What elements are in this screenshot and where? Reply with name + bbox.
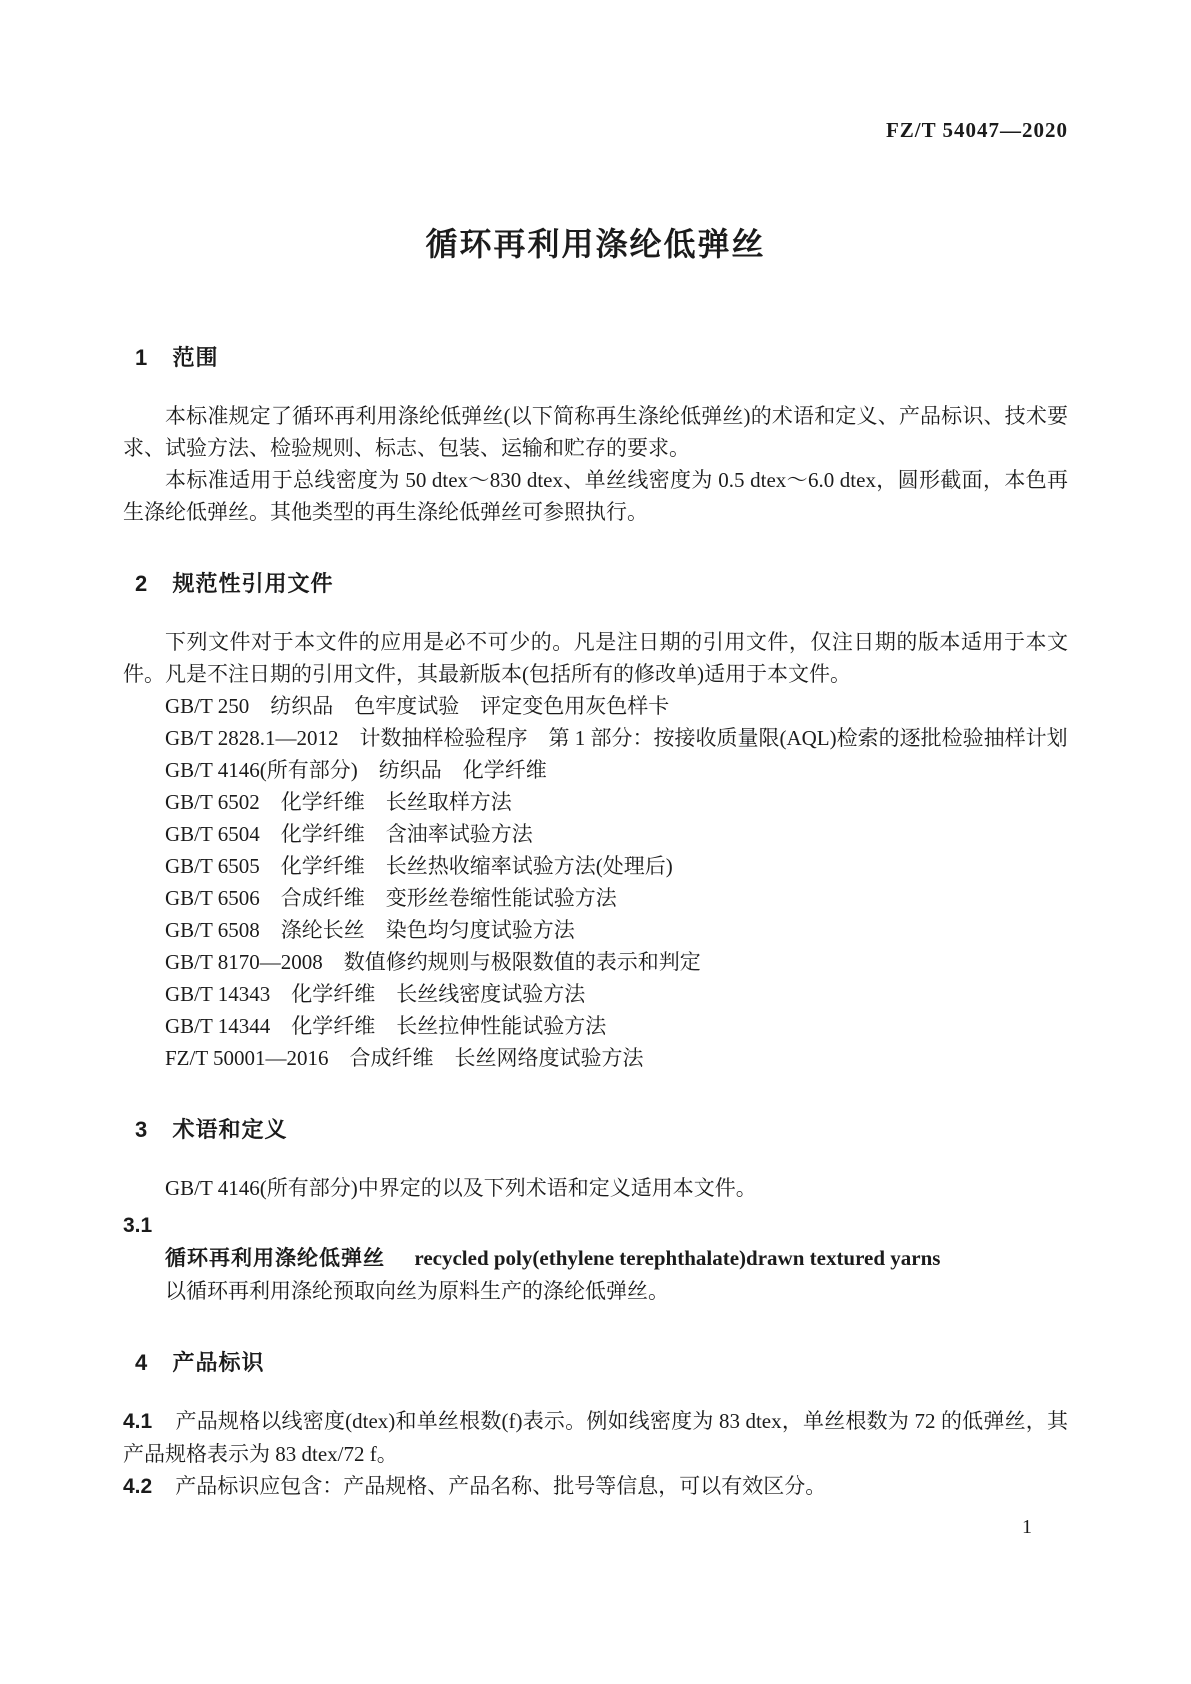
reference-item: GB/T 4146(所有部分) 纺织品 化学纤维 (165, 758, 547, 782)
reference-item: GB/T 250 纺织品 色牢度试验 评定变色用灰色样卡 (165, 694, 670, 718)
paragraph: 本标准适用于总线密度为 50 dtex～830 dtex、单丝线密度为 0.5 dtex～6.0 dtex，圆形截面，本色再生涤纶低弹丝。其他类型的再生涤纶低弹丝可参照执行。 (123, 468, 1068, 524)
section-number: 3 (135, 1117, 149, 1142)
definition: 以循环再利用涤纶预取向丝为原料生产的涤纶低弹丝。 (165, 1279, 669, 1303)
term-english: recycled poly(ethylene terephthalate)drawn textured yarns (414, 1246, 941, 1270)
section-label: 术语和定义 (172, 1117, 288, 1142)
paragraph: 本标准规定了循环再利用涤纶低弹丝(以下简称再生涤纶低弹丝)的术语和定义、产品标识、技术要求、试验方法、检验规则、标志、包装、运输和贮存的要求。 (123, 404, 1068, 460)
reference-item: GB/T 6504 化学纤维 含油率试验方法 (165, 822, 533, 846)
reference-item: FZ/T 50001—2016 合成纤维 长丝网络度试验方法 (165, 1046, 644, 1070)
section-label: 范围 (172, 345, 219, 370)
reference-item: GB/T 14344 化学纤维 长丝拉伸性能试验方法 (165, 1014, 607, 1038)
doc-number: FZ/T 54047—2020 (885, 118, 1068, 142)
clause-text: 产品标识应包含：产品规格、产品名称、批号等信息，可以有效区分。 (175, 1474, 827, 1498)
reference-item: GB/T 6508 涤纶长丝 染色均匀度试验方法 (165, 918, 575, 942)
section-label: 规范性引用文件 (172, 571, 334, 596)
doc-content (123, 342, 1068, 1503)
reference-item: GB/T 6502 化学纤维 长丝取样方法 (165, 790, 512, 814)
reference-item: GB/T 14343 化学纤维 长丝线密度试验方法 (165, 982, 586, 1006)
paragraph: 下列文件对于本文件的应用是必不可少的。凡是注日期的引用文件，仅注日期的版本适用于本文件。凡是不注日期的引用文件，其最新版本(包括所有的修改单)适用于本文件。 (123, 630, 1068, 686)
term-chinese: 循环再利用涤纶低弹丝 (165, 1247, 385, 1270)
reference-item: GB/T 6505 化学纤维 长丝热收缩率试验方法(处理后) (165, 854, 673, 878)
section-heading (123, 1114, 1068, 1146)
clause-number: 4.2 (123, 1475, 153, 1498)
subsection-number: 3.1 (123, 1214, 153, 1237)
clause (123, 1405, 1068, 1470)
doc-title: 循环再利用涤纶低弹丝 (425, 226, 766, 262)
section-label: 产品标识 (172, 1350, 265, 1375)
reference-item: GB/T 8170—2008 数值修约规则与极限数值的表示和判定 (165, 950, 701, 974)
term-line (123, 1242, 1068, 1275)
page-number: 1 (1022, 1516, 1032, 1538)
section-heading (123, 342, 1068, 374)
reference-item: GB/T 2828.1—2012 计数抽样检验程序 第 1 部分：按接收质量限(AQL)检索的逐批检验抽样计划 (165, 726, 1068, 750)
section-number: 4 (135, 1350, 149, 1375)
section-heading (123, 568, 1068, 600)
paragraph: GB/T 4146(所有部分)中界定的以及下列术语和定义适用本文件。 (165, 1176, 757, 1200)
reference-item: GB/T 6506 合成纤维 变形丝卷缩性能试验方法 (165, 886, 617, 910)
section-number: 1 (135, 345, 149, 370)
section-heading (123, 1347, 1068, 1379)
clause-number: 4.1 (123, 1410, 153, 1433)
section-number: 2 (135, 571, 149, 596)
clause-text: 产品规格以线密度(dtex)和单丝根数(f)表示。例如线密度为 83 dtex，单丝根数为 72 的低弹丝，其产品规格表示为 83 dtex/72 f。 (123, 1409, 1068, 1466)
clause (123, 1470, 1068, 1503)
